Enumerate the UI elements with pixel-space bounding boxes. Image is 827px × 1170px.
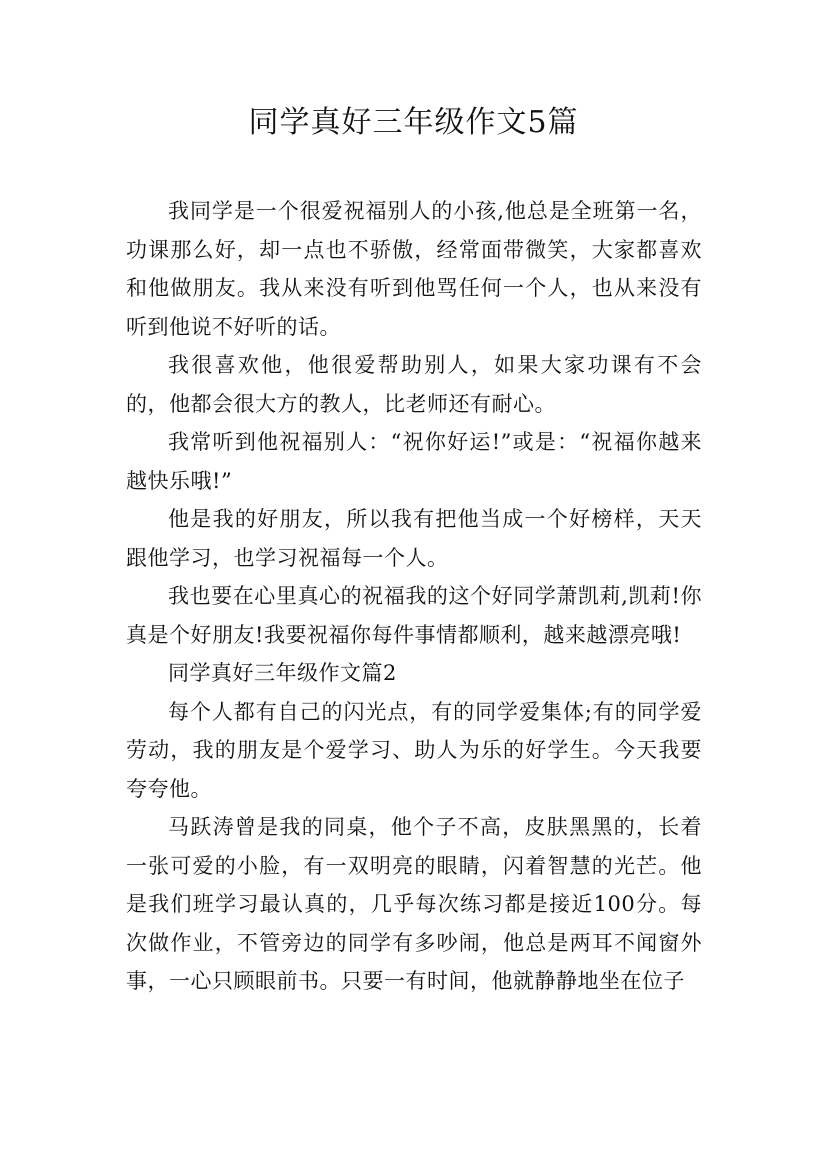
paragraph: 我常听到他祝福别人：“祝你好运!”或是：“祝福你越来越快乐哦!” (126, 430, 702, 493)
paragraph: 我同学是一个很爱祝福别人的小孩,他总是全班第一名，功课那么好，却一点也不骄傲，经常面带微笑，大家都喜欢和他做朋友。我从来没有听到他骂任何一个人，也从来没有听到他说不好听的话。 (126, 199, 702, 339)
paragraph: 每个人都有自己的闪光点，有的同学爱集体;有的同学爱劳动，我的朋友是个爱学习、助人为乐的好学生。今天我要夸夸他。 (126, 699, 702, 801)
paragraph: 我也要在心里真心的祝福我的这个好同学萧凯莉,凯莉!你真是个好朋友!我要祝福你每件事情都顺利，越来越漂亮哦! (126, 584, 702, 647)
document-title: 同学真好三年级作文5篇 (248, 105, 579, 140)
paragraph: 马跃涛曾是我的同桌，他个子不高，皮肤黑黑的，长着一张可爱的小脸，有一双明亮的眼睛，闪着智慧的光芒。他是我们班学习最认真的，几乎每次练习都是接近100分。每次做作业，不管旁边的同学有多吵闹，他总是两耳不闻窗外事，一心只顾眼前书。只要一有时间，他就静静地坐在位子 (126, 815, 702, 993)
paragraph: 他是我的好朋友，所以我有把他当成一个好榜样，天天跟他学习，也学习祝福每一个人。 (126, 507, 702, 570)
paragraph: 我很喜欢他，他很爱帮助别人，如果大家功课有不会的，他都会很大方的教人，比老师还有耐心。 (126, 353, 702, 416)
section-heading: 同学真好三年级作文篇2 (168, 661, 397, 685)
document-body (126, 192, 702, 1001)
